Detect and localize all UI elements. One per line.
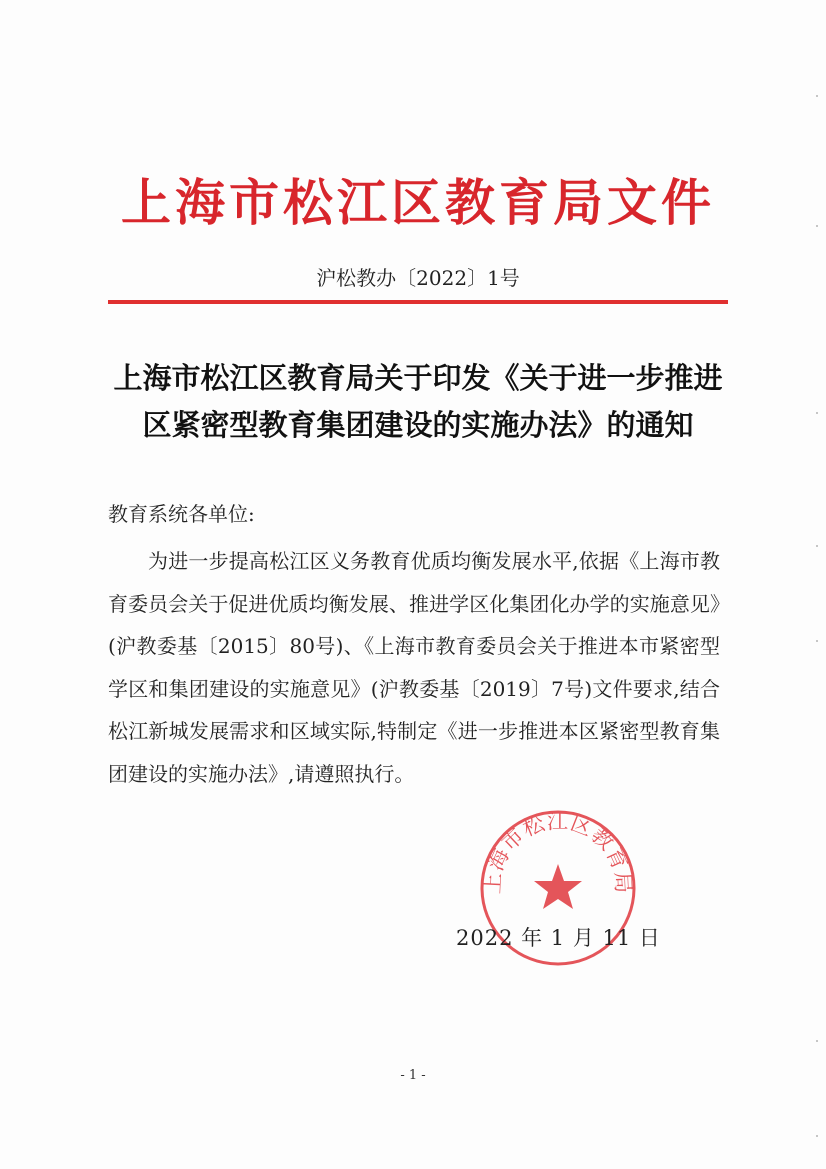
seal-text: 上海市松江区教育局	[480, 809, 636, 895]
notice-title-line-1: 上海市松江区教育局关于印发《关于进一步推进	[113, 361, 723, 395]
scan-mark	[816, 1040, 818, 1042]
notice-title-line-2: 区紧密型教育集团建设的实施办法》的通知	[142, 408, 694, 442]
scan-mark	[816, 1135, 818, 1137]
document-number: 沪松教办〔2022〕1号	[316, 266, 520, 290]
scan-mark	[816, 412, 818, 414]
scan-mark	[816, 545, 818, 547]
page-number: - 1 -	[400, 1068, 426, 1083]
scan-mark	[816, 640, 818, 642]
body-paragraph: 为进一步提高松江区义务教育优质均衡发展水平,依据《上海市教育委员会关于促进优质均衡发展、推进学区化集团化办学的实施意见》(沪教委基〔2015〕80号)、《上海市教育委员会关于推进本市紧密型学区和集团建设的实施意见》(沪教委基〔2019〕7号)文件要求,结合松江新城发展需求和区域实际,特制定《进一步推进本区紧密型教育集团建设的实施办法》,请遵照执行。	[108, 549, 720, 786]
notice-title	[100, 355, 736, 449]
issue-date: 2022 年 1 月 11 日	[456, 926, 661, 950]
scan-mark	[816, 225, 818, 227]
red-separator-line	[108, 300, 728, 304]
salutation: 教育系统各单位:	[108, 502, 255, 526]
scan-mark	[816, 95, 818, 97]
issuer-header-title: 上海市松江区教育局文件	[121, 173, 715, 232]
seal-star-icon	[534, 864, 582, 909]
